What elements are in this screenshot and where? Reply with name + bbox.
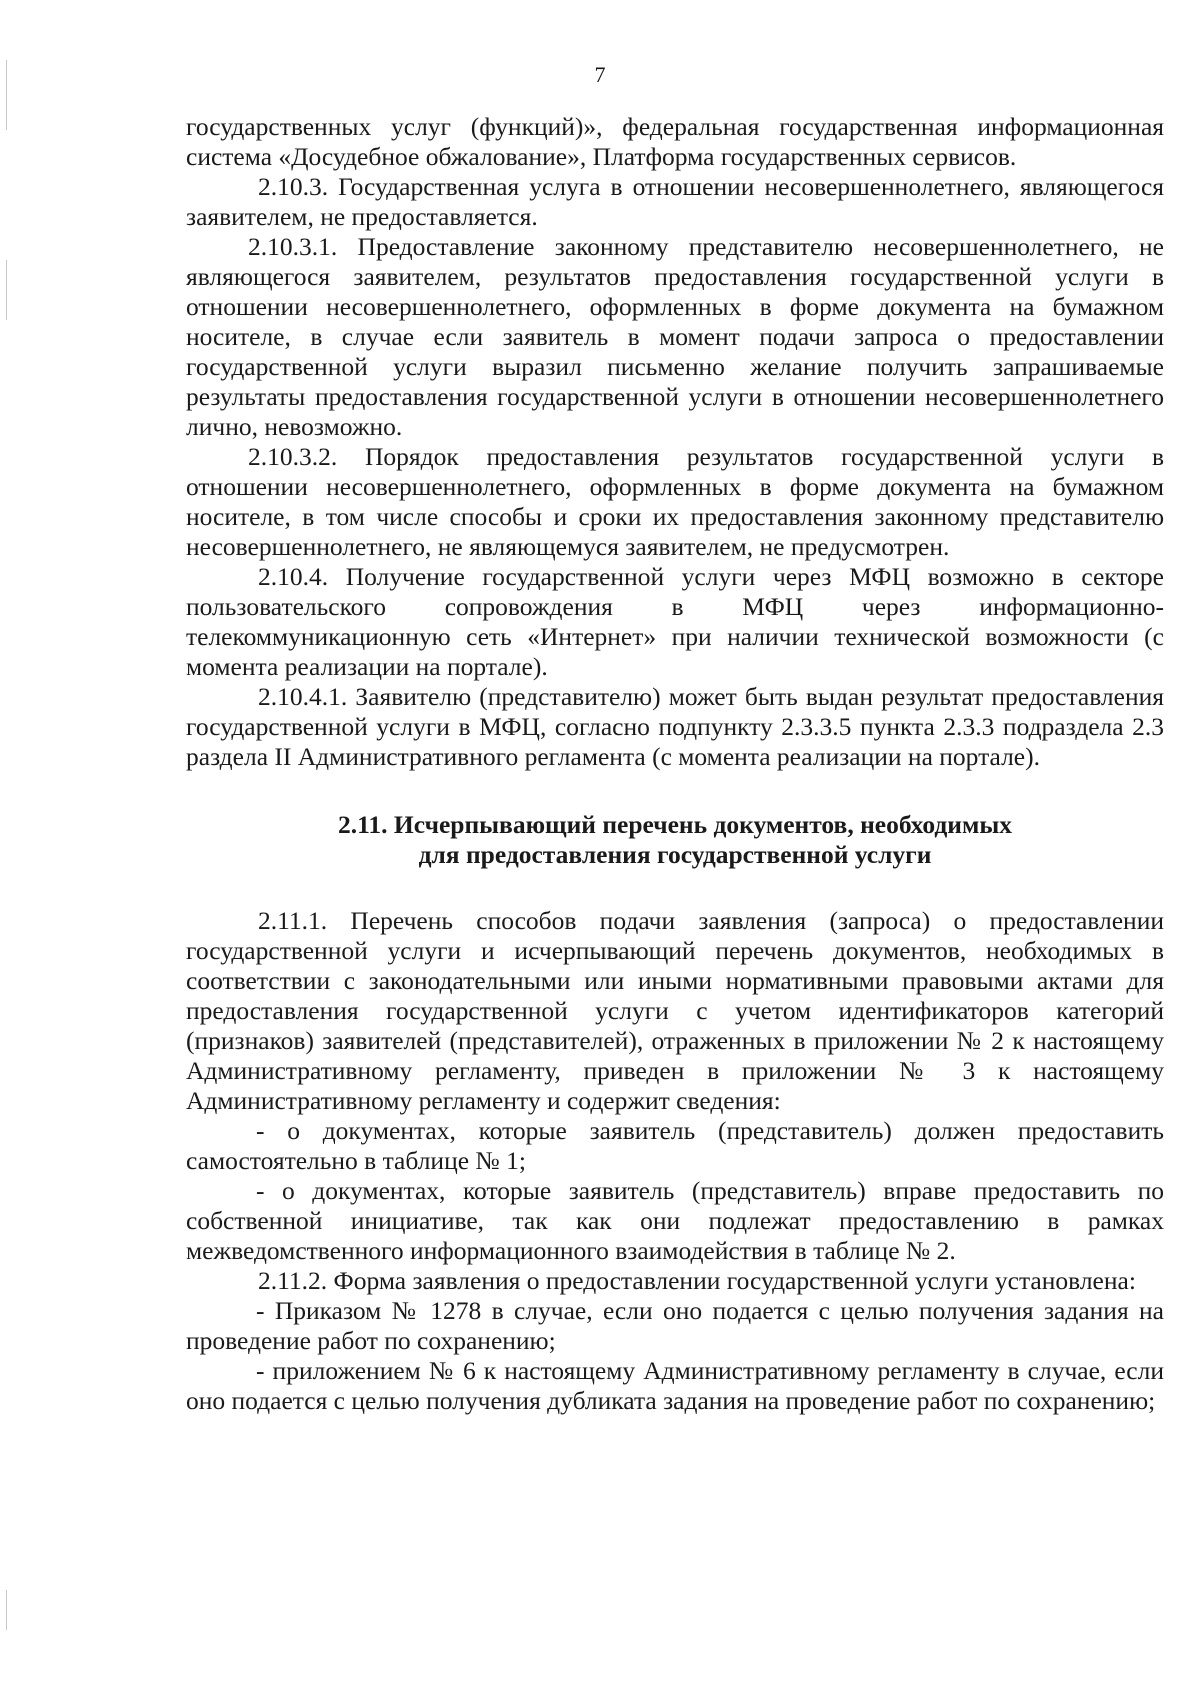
paragraph-2-10-3: 2.10.3. Государственная услуга в отношении несовершеннолетнего, являющегося заявителем, не предоставляется. [186,172,1164,231]
paragraph-2-10-3-1: 2.10.3.1. Предоставление законному представителю несовершеннолетнего, не являющегося заявителем, результатов предоставления государственной услуги в отношении несовершеннолетнего, оформленных в форме документа на бумажном носителе, в случае если заявитель в момент подачи запроса о предоставлении государственной услуги выразил письменно желание получить запрашиваемые результаты предоставления государственной услуги в отношении несовершеннолетнего лично, невозможно. [186,232,1164,441]
scan-margin-mark [6,260,7,320]
page-number: 7 [594,62,606,87]
scan-margin-mark [6,1590,7,1630]
paragraph-2-10-3-2: 2.10.3.2. Порядок предоставления результатов государственной услуги в отношении несовершеннолетнего, оформленных в форме документа на бумажном носителе, в том числе способы и сроки их предоставления законному представителю несовершеннолетнего, не являющемуся заявителем, не предусмотрен. [186,442,1164,561]
paragraph-2-11-2: 2.11.2. Форма заявления о предоставлении государственной услуги установлена: [258,1266,1136,1295]
section-heading-line: 2.11. Исчерпывающий перечень документов, необходимых [337,810,1013,839]
list-item: - о документах, которые заявитель (представитель) вправе предоставить по собственной инициативе, так как они подлежат предоставлению в рамках межведомственного информационного взаимодействия в таблице № 2. [186,1176,1164,1265]
section-heading [186,810,1164,870]
section-heading-line: для предоставления государственной услуги [418,840,932,869]
document-body [186,112,1164,1416]
paragraph-continuation: государственных услуг (функций)», федеральная государственная информационная система «Досудебное обжалование», Платформа государственных сервисов. [186,112,1164,171]
list-item: - Приказом № 1278 в случае, если оно подается с целью получения задания на проведение работ по сохранению; [186,1296,1164,1355]
list-item: - приложением № 6 к настоящему Административному регламенту в случае, если оно подается с целью получения дубликата задания на проведение работ по сохранению; [186,1356,1164,1415]
list-item: - о документах, которые заявитель (представитель) должен предоставить самостоятельно в таблице № 1; [186,1116,1164,1175]
paragraph-2-10-4-1: 2.10.4.1. Заявителю (представителю) может быть выдан результат предоставления государственной услуги в МФЦ, согласно подпункту 2.3.3.5 пункта 2.3.3 подраздела 2.3 раздела II Административного регламента (с момента реализации на портале). [186,682,1164,771]
paragraph-2-10-4: 2.10.4. Получение государственной услуги через МФЦ возможно в секторе пользовательского сопровождения в МФЦ через информационно-телекоммуникационную сеть «Интернет» при наличии технической возможности (с момента реализации на портале). [186,562,1164,681]
paragraph-2-11-1: 2.11.1. Перечень способов подачи заявления (запроса) о предоставлении государственной услуги и исчерпывающий перечень документов, необходимых в соответствии с законодательными или иными нормативными правовыми актами для предоставления государственной услуги с учетом идентификаторов категорий (признаков) заявителей (представителей), отраженных в приложении № 2 к настоящему Административному регламенту, приведен в приложении № 3 к настоящему Административному регламенту и содержит сведения: [186,906,1164,1115]
